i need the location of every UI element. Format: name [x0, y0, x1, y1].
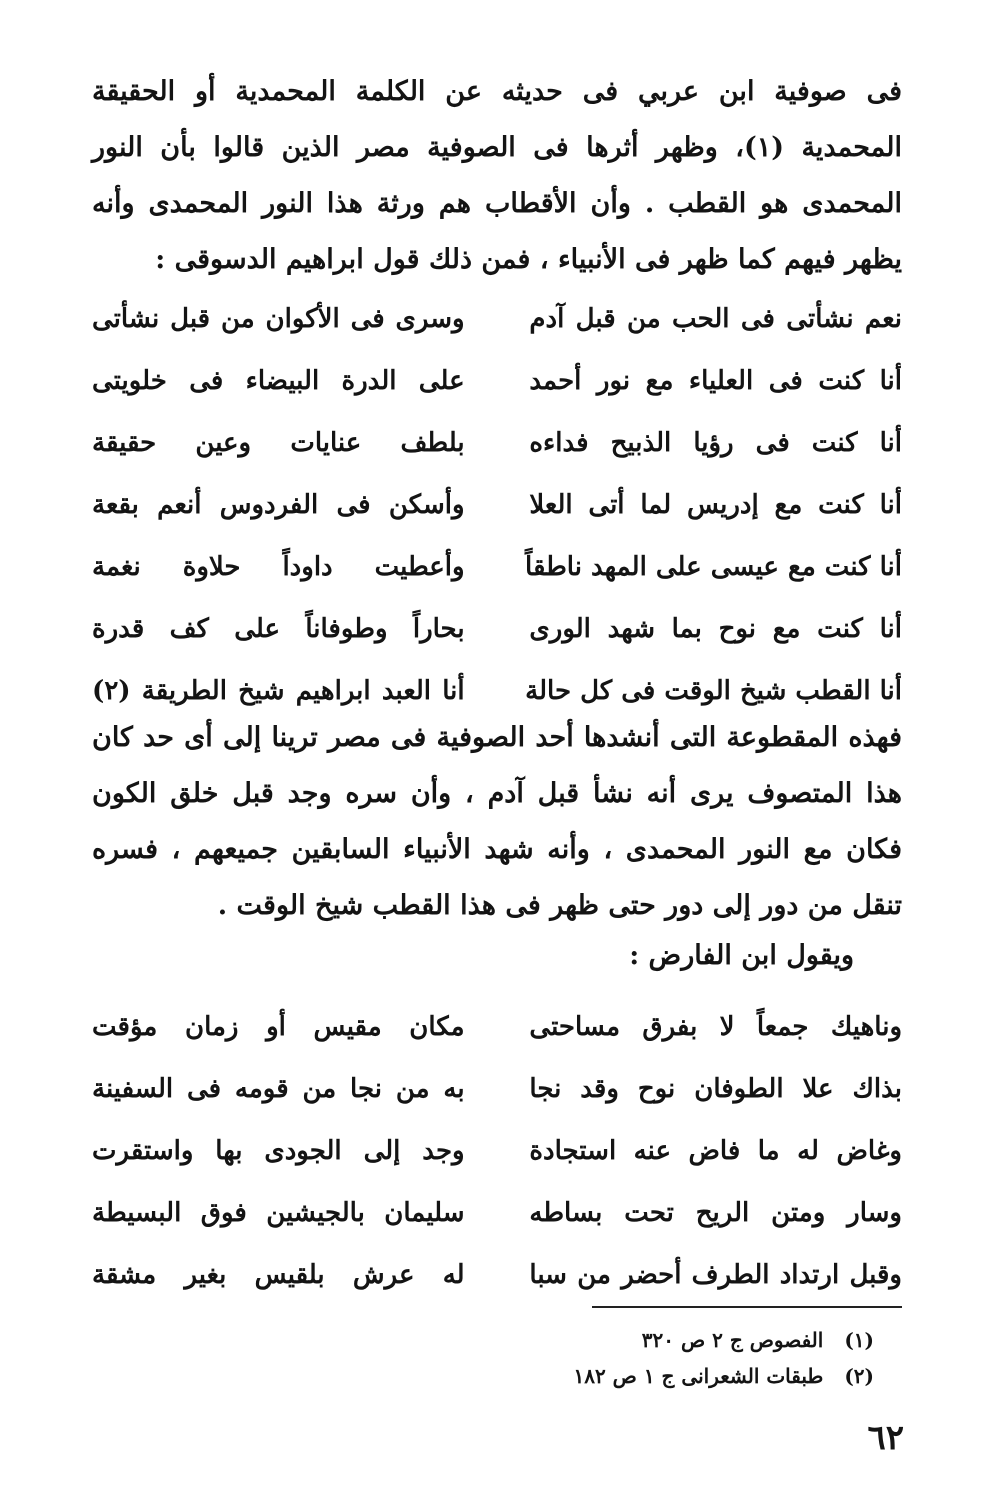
- paragraph-commentary: فهذه المقطوعة التى أنشدها أحد الصوفية فى مصر ترينا إلى أى حد كان هذا المتصوف يرى أنه نشأ قبل آدم ، وأن سره وجد قبل خلق الكون فكان مع النور المحمدى ، وأنه شهد الأنبياء السابقين جميعهم ، فسره تنقل من دور إلى دور حتى ظهر فى هذا القطب شيخ الوقت .: [92, 722, 902, 921]
- verse-first-hemistich: وناهيك جمعاً لا بفرق مساحتى: [529, 1012, 902, 1042]
- verse: [92, 1182, 902, 1244]
- verse-first-hemistich: بذاك علا الطوفان نوح وقد نجا: [529, 1074, 902, 1104]
- verse: [92, 288, 902, 350]
- footnote-text: طبقات الشعرانى ج ١ ص ١٨٢: [573, 1364, 824, 1388]
- verse-second-hemistich: وسرى فى الأكوان من قبل نشأتى: [92, 304, 465, 334]
- verse-first-hemistich: أنا كنت مع إدريس لما أتى العلا: [529, 490, 902, 520]
- verse: [92, 536, 902, 598]
- footnote: [573, 1358, 874, 1394]
- verse: [92, 1058, 902, 1120]
- verse: [92, 1120, 902, 1182]
- footnote: [573, 1322, 874, 1358]
- verse: [92, 412, 902, 474]
- verse: [92, 1244, 902, 1306]
- verse-first-hemistich: أنا القطب شيخ الوقت فى كل حالة: [525, 676, 902, 706]
- verse: [92, 598, 902, 660]
- verse-first-hemistich: وسار ومتن الريح تحت بساطه: [529, 1198, 902, 1228]
- verse-second-hemistich: وجد إلى الجودى بها واستقرت: [92, 1136, 465, 1166]
- page-number: ٦٢: [867, 1418, 904, 1458]
- verse-first-hemistich: وغاض له ما فاض عنه استجادة: [529, 1136, 902, 1166]
- poem-ibn-al-farid: [92, 996, 902, 1306]
- verse-second-hemistich: وأسكن فى الفردوس أنعم بقعة: [92, 490, 465, 520]
- poem-intro-ibn-al-farid: ويقول ابن الفارض :: [629, 940, 854, 971]
- footnote-number: (٢): [844, 1364, 874, 1388]
- verse-first-hemistich: أنا كنت فى رؤيا الذبيح فداءه: [529, 428, 902, 458]
- footnote-number: (١): [844, 1328, 874, 1352]
- verse-first-hemistich: أنا كنت مع عيسى على المهد ناطقاً: [525, 552, 902, 582]
- footnote-text: الفصوص ج ٢ ص ٣٢٠: [641, 1328, 824, 1352]
- verse-first-hemistich: أنا كنت فى العلياء مع نور أحمد: [529, 366, 902, 396]
- verse-second-hemistich: على الدرة البيضاء فى خلويتى: [92, 366, 465, 396]
- verse-second-hemistich: مكان مقيس أو زمان مؤقت: [92, 1012, 465, 1042]
- paragraph-intro: فى صوفية ابن عربي فى حديثه عن الكلمة المحمدية أو الحقيقة المحمدية (١)، وظهر أثرها فى الصوفية مصر الذين قالوا بأن النور المحمدى هو القطب . وأن الأقطاب هم ورثة هذا النور المحمدى وأنه يظهر فيهم كما ظهر فى الأنبياء ، فمن ذلك قول ابراهيم الدسوقى :: [92, 76, 902, 275]
- verse: [92, 350, 902, 412]
- verse-second-hemistich: به من نجا من قومه فى السفينة: [92, 1074, 465, 1104]
- poem-dasuqi: [92, 288, 902, 722]
- verse-first-hemistich: وقبل ارتداد الطرف أحضر من سبا: [529, 1260, 902, 1290]
- footnote-divider: [592, 1306, 902, 1308]
- verse: [92, 996, 902, 1058]
- verse-second-hemistich: سليمان بالجيشين فوق البسيطة: [92, 1198, 465, 1228]
- verse-first-hemistich: أنا كنت مع نوح بما شهد الورى: [529, 614, 902, 644]
- verse-first-hemistich: نعم نشأتى فى الحب من قبل آدم: [529, 304, 902, 334]
- verse: [92, 474, 902, 536]
- verse-second-hemistich: بحاراً وطوفاناً على كف قدرة: [92, 614, 465, 644]
- verse-second-hemistich: أنا العبد ابراهيم شيخ الطريقة (٢): [92, 676, 465, 706]
- footnotes: [573, 1322, 874, 1394]
- verse-second-hemistich: وأعطيت داوداً حلاوة نغمة: [92, 552, 465, 582]
- verse-second-hemistich: له عرش بلقيس بغير مشقة: [92, 1260, 465, 1290]
- verse-second-hemistich: بلطف عنايات وعين حقيقة: [92, 428, 465, 458]
